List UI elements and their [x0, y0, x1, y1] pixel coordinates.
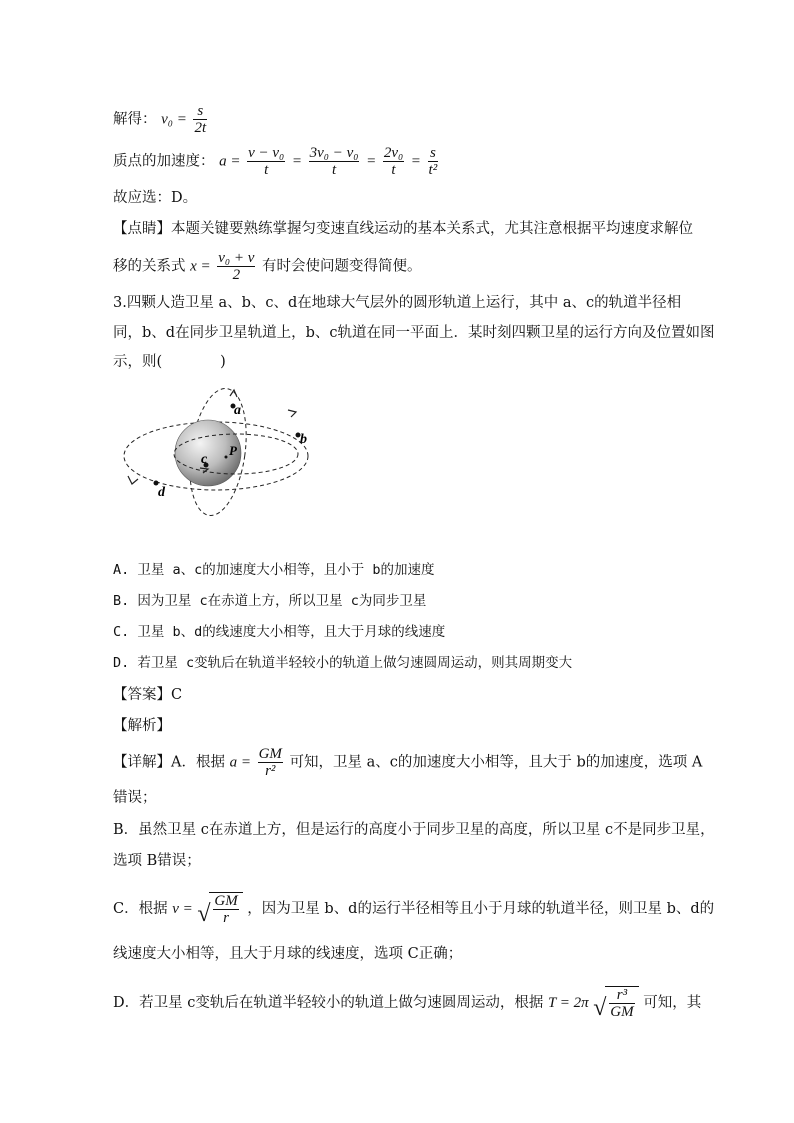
fraction: $\frac{s}{2t}$	[194, 103, 207, 136]
acceleration-line: 质点的加速度： a = $\frac{\text{v − v₀}}{t}$ = $\frac{\text{3v₀ − v₀}}{t}$ = $\frac{\text{2v₀}}{t}$ = $\frac{s}{\text{t²}}$	[113, 145, 438, 178]
detail-c-line: C．根据 v = √ $\frac{GM}{r}$ ，因为卫星 b、d的运行半径相等且小于月球的轨道半径，则卫星 b、d的	[113, 893, 715, 927]
label-b: b	[300, 432, 307, 447]
detail-a-line: 【详解】A．根据 a = $\frac{GM}{\text{r²}}$ 可知，卫星 a、c的加速度大小相等，且大于 b的加速度，选项 A	[113, 746, 703, 779]
key-point-formula-line: 移的关系式 x = $\frac{\text{v₀ + v}}{2}$ 有时会使问题变得简便。	[113, 250, 422, 283]
option-a: A. 卫星 a、c的加速度大小相等，且小于 b的加速度	[113, 562, 435, 578]
fraction: $\frac{GM}{r}$	[214, 893, 238, 926]
v0-lhs: v₀ =	[161, 111, 187, 128]
fraction: $\frac{\text{v − v₀}}{t}$	[248, 145, 285, 178]
detail-b-line: B．虽然卫星 c在赤道上方，但是运行的高度小于同步卫星的高度，所以卫星 c不是同步卫星，	[113, 822, 715, 838]
acceleration-label: 质点的加速度：	[113, 153, 215, 170]
solution-label: 解得：	[113, 111, 157, 128]
option-c: C. 卫星 b、d的线速度大小相等，且大于月球的线速度	[113, 624, 446, 640]
option-d: D. 若卫星 c变轨后在轨道半轻较小的轨道上做匀速圆周运动，则其周期变大	[113, 655, 573, 671]
fraction: $\frac{GM}{\text{r²}}$	[258, 746, 282, 779]
question-text: 3.四颗人造卫星 a、b、c、d在地球大气层外的圆形轨道上运行，其中 a、c的轨道半径相	[113, 295, 682, 311]
solution-line	[113, 103, 209, 136]
label-c: c	[201, 452, 208, 467]
key-point-line: 【点睛】本题关键要熟练掌握匀变速直线运动的基本关系式，尤其注意根据平均速度求解位	[113, 221, 693, 237]
label-p: P	[229, 443, 237, 458]
analysis-heading: 【解析】	[113, 718, 171, 734]
option-b: B. 因为卫星 c在赤道上方，所以卫星 c为同步卫星	[113, 593, 427, 609]
fraction: $\frac{\text{3v₀ − v₀}}{t}$	[309, 145, 359, 178]
detail-c-line-2: 线速度大小相等，且大于月球的线速度，选项 C正确；	[113, 946, 463, 962]
orbit-direction-arrow	[128, 476, 138, 484]
question-text: 示，则( )	[113, 354, 226, 370]
sqrt: √ $\frac{\text{r³}}{GM}$	[593, 986, 638, 1020]
fraction: $\frac{\text{2v₀}}{t}$	[383, 145, 404, 178]
fraction: $\frac{\text{r³}}{GM}$	[610, 987, 634, 1020]
orbit-direction-arrow	[288, 410, 296, 417]
question-text: 同，b、d在同步卫星轨道上，b、c轨道在同一平面上．某时刻四颗卫星的运行方向及位置如图	[113, 325, 715, 341]
conclusion-line: 故应选：D。	[113, 190, 198, 206]
sqrt: √ $\frac{GM}{r}$	[197, 892, 242, 926]
orbit-direction-arrow	[230, 390, 237, 397]
point-p	[225, 456, 228, 459]
detail-d-line: D．若卫星 c变轨后在轨道半轻较小的轨道上做匀速圆周运动，根据 T = 2π √ $\frac{\text{r³}}{GM}$ 可知，其	[113, 987, 702, 1021]
detail-a-line-2: 错误；	[113, 790, 157, 806]
fraction: $\frac{s}{\text{t²}}$	[428, 145, 438, 178]
detail-b-line-2: 选项 B错误；	[113, 853, 201, 869]
label-a: a	[234, 403, 241, 418]
answer-line: 【答案】C	[113, 687, 183, 703]
label-d: d	[158, 485, 165, 500]
satellite-orbit-figure	[118, 380, 318, 520]
fraction: $\frac{\text{v₀ + v}}{2}$	[218, 250, 255, 283]
